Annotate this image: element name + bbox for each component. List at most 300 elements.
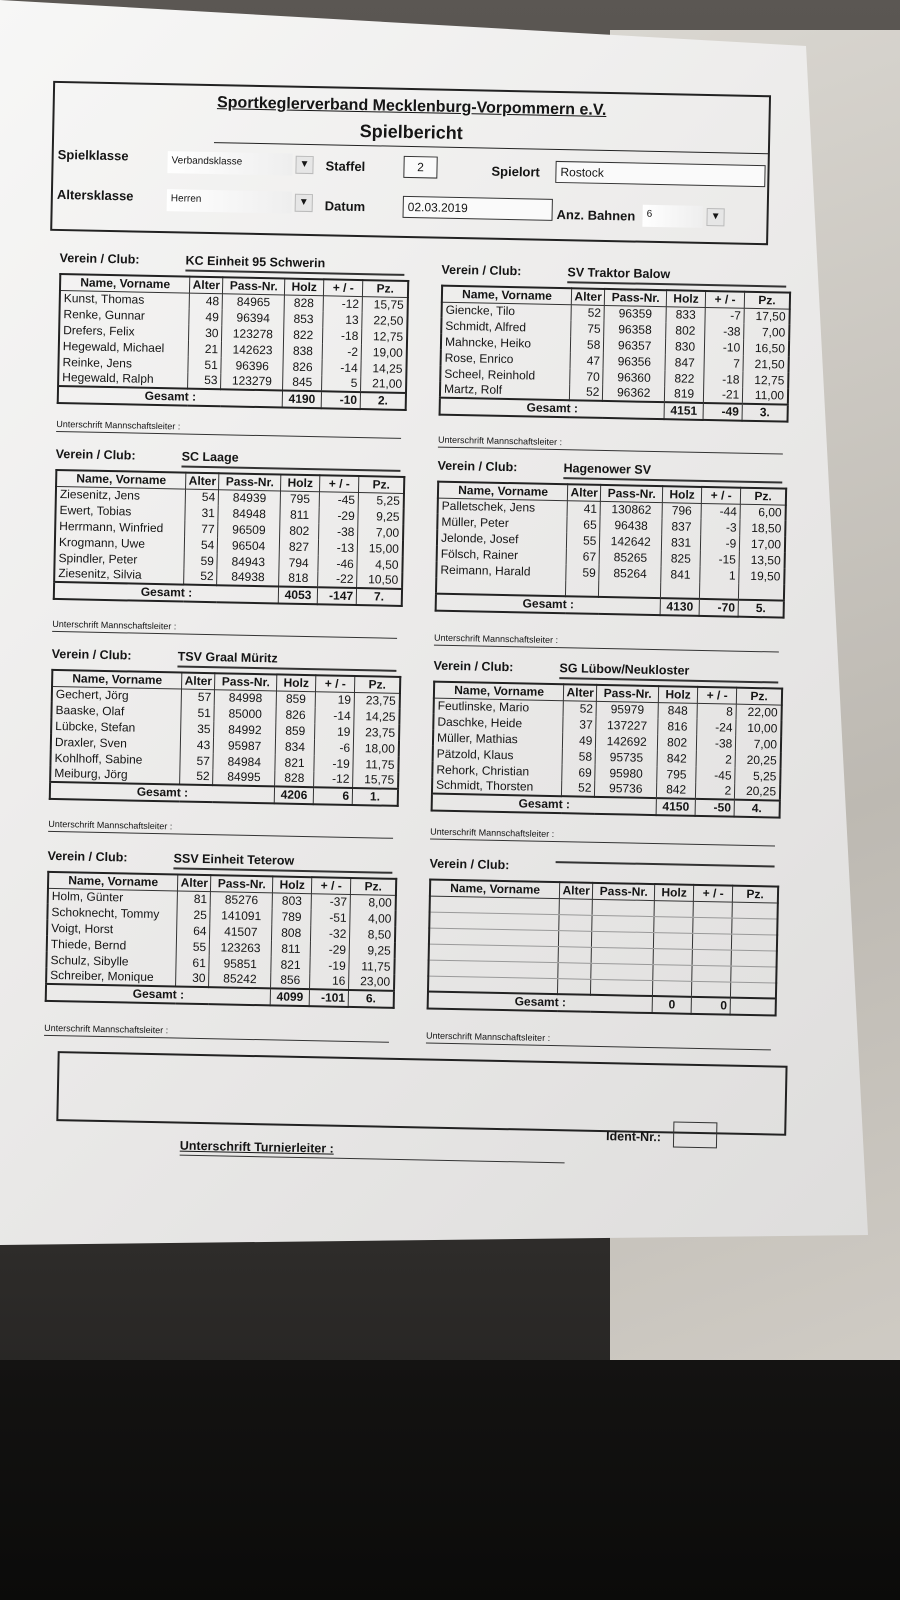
cell-holz[interactable]: 802: [666, 322, 705, 339]
cell-pass[interactable]: 41507: [210, 923, 272, 940]
cell-holz[interactable]: 842: [656, 782, 695, 799]
cell-holz[interactable]: 822: [284, 327, 323, 344]
cell-pz[interactable]: 23,00: [349, 974, 395, 991]
cell-pass[interactable]: 85264: [599, 565, 661, 582]
cell-diff[interactable]: -14: [322, 359, 361, 376]
turnierleiter-signature[interactable]: Unterschrift Turnierleiter :: [180, 1139, 565, 1164]
cell-holz[interactable]: 838: [283, 343, 322, 360]
cell-pass[interactable]: 84995: [213, 769, 275, 786]
cell-name[interactable]: Holm, Günter: [48, 888, 178, 907]
cell-holz[interactable]: 796: [662, 502, 701, 519]
cell-pz[interactable]: 17,50: [744, 308, 790, 325]
cell-holz[interactable]: 811: [280, 506, 319, 523]
cell-alter[interactable]: 61: [176, 954, 210, 971]
cell-diff[interactable]: 19: [315, 691, 354, 708]
signature-line[interactable]: Unterschrift Mannschaftsleiter :: [426, 1031, 771, 1051]
cell-pz[interactable]: [732, 902, 778, 919]
cell-diff[interactable]: -10: [704, 339, 743, 356]
cell-holz[interactable]: 837: [662, 518, 701, 535]
cell-pz[interactable]: 4,50: [357, 556, 403, 573]
cell-name[interactable]: Palletschek, Jens: [438, 498, 568, 517]
cell-name[interactable]: Rehork, Christian: [432, 762, 562, 781]
cell-diff[interactable]: -29: [310, 941, 349, 958]
cell-name[interactable]: Müller, Peter: [437, 514, 567, 533]
cell-alter[interactable]: 69: [562, 764, 596, 781]
cell-diff[interactable]: -12: [314, 771, 353, 788]
cell-diff[interactable]: -37: [311, 893, 350, 910]
cell-pz[interactable]: 11,75: [349, 958, 395, 975]
signature-line[interactable]: Unterschrift Mannschaftsleiter :: [48, 819, 393, 839]
cell-pass[interactable]: 96356: [603, 353, 665, 370]
cell-pz[interactable]: 15,75: [353, 772, 399, 789]
cell-diff[interactable]: 16: [310, 973, 349, 990]
cell-diff[interactable]: 19: [315, 723, 354, 740]
cell-name[interactable]: Ziesenitz, Jens: [56, 486, 186, 505]
cell-pass[interactable]: 84992: [214, 721, 276, 738]
cell-pz[interactable]: 12,75: [743, 372, 789, 389]
cell-holz[interactable]: [654, 900, 693, 917]
cell-pz[interactable]: 14,25: [354, 708, 400, 725]
cell-pz[interactable]: 16,50: [744, 340, 790, 357]
cell-alter[interactable]: 30: [189, 325, 223, 342]
cell-name[interactable]: Rose, Enrico: [441, 350, 571, 369]
cell-alter[interactable]: [558, 946, 592, 963]
cell-pass[interactable]: [591, 979, 653, 996]
cell-holz[interactable]: 853: [284, 311, 323, 328]
cell-holz[interactable]: 847: [665, 354, 704, 371]
cell-diff[interactable]: -24: [697, 719, 736, 736]
cell-alter[interactable]: [559, 898, 593, 915]
cell-diff[interactable]: 5: [322, 375, 361, 392]
cell-diff[interactable]: -45: [319, 491, 358, 508]
cell-name[interactable]: Martz, Rolf: [440, 382, 570, 401]
cell-holz[interactable]: [653, 932, 692, 949]
cell-holz[interactable]: 795: [657, 766, 696, 783]
cell-diff[interactable]: -19: [314, 755, 353, 772]
cell-name[interactable]: Krogmann, Uwe: [55, 534, 185, 553]
cell-pass[interactable]: 84984: [213, 753, 275, 770]
cell-holz[interactable]: 794: [279, 554, 318, 571]
signature-line[interactable]: Unterschrift Mannschaftsleiter :: [438, 435, 783, 455]
club-name[interactable]: [556, 859, 775, 867]
chevron-down-icon[interactable]: ▼: [706, 208, 724, 226]
cell-alter[interactable]: 31: [185, 505, 219, 522]
cell-alter[interactable]: 58: [562, 748, 596, 765]
cell-pass[interactable]: 96362: [603, 385, 665, 402]
cell-holz[interactable]: 803: [272, 892, 311, 909]
cell-diff[interactable]: 13: [323, 311, 362, 328]
cell-holz[interactable]: 848: [658, 702, 697, 719]
cell-holz[interactable]: 802: [657, 734, 696, 751]
cell-name[interactable]: Baaske, Olaf: [51, 702, 181, 721]
cell-name[interactable]: Schoknecht, Tommy: [47, 904, 177, 923]
cell-name[interactable]: Ziesenitz, Silvia: [54, 566, 184, 585]
cell-alter[interactable]: 75: [571, 320, 605, 337]
cell-pass[interactable]: 142642: [600, 533, 662, 550]
cell-pz[interactable]: 5,25: [735, 768, 781, 785]
cell-pz[interactable]: 6,00: [740, 504, 786, 521]
cell-pz[interactable]: [731, 966, 777, 983]
cell-pass[interactable]: 130862: [600, 501, 662, 518]
cell-pz[interactable]: 19,50: [739, 568, 785, 585]
club-name[interactable]: KC Einheit 95 Schwerin: [185, 254, 404, 276]
cell-pass[interactable]: [592, 899, 654, 916]
cell-alter[interactable]: [559, 914, 593, 931]
signature-line[interactable]: Unterschrift Mannschaftsleiter :: [56, 419, 401, 439]
cell-pz[interactable]: 18,00: [353, 740, 399, 757]
cell-pass[interactable]: 96438: [600, 517, 662, 534]
cell-alter[interactable]: 41: [567, 500, 601, 517]
cell-pz[interactable]: 10,50: [357, 572, 403, 589]
club-name[interactable]: Hagenower SV: [563, 461, 782, 483]
cell-diff[interactable]: 7: [704, 355, 743, 372]
cell-name[interactable]: Lübcke, Stefan: [51, 718, 181, 737]
altersklasse-select[interactable]: Herren: [167, 189, 292, 214]
cell-diff[interactable]: [693, 933, 732, 950]
cell-diff[interactable]: -9: [701, 535, 740, 552]
cell-alter[interactable]: [558, 978, 592, 995]
cell-alter[interactable]: 52: [180, 769, 214, 786]
staffel-field[interactable]: 2: [403, 156, 437, 179]
club-name[interactable]: SC Laage: [181, 449, 400, 471]
cell-name[interactable]: Daschke, Heide: [433, 714, 563, 733]
cell-diff[interactable]: -51: [311, 909, 350, 926]
cell-diff[interactable]: -29: [319, 507, 358, 524]
cell-pass[interactable]: 95987: [214, 737, 276, 754]
cell-pz[interactable]: 15,75: [362, 296, 408, 313]
cell-alter[interactable]: 77: [185, 521, 219, 538]
cell-name[interactable]: Renke, Gunnar: [59, 306, 189, 325]
cell-name[interactable]: Schmidt, Thorsten: [432, 778, 562, 797]
cell-pass[interactable]: 84965: [222, 293, 284, 310]
spielklasse-select[interactable]: Verbandsklasse: [167, 151, 292, 176]
cell-pz[interactable]: 20,25: [735, 784, 781, 801]
club-name[interactable]: SSV Einheit Teterow: [173, 851, 392, 873]
cell-name[interactable]: Thiede, Bernd: [47, 936, 177, 955]
cell-diff[interactable]: 1: [700, 567, 739, 584]
cell-alter[interactable]: 55: [567, 532, 601, 549]
cell-holz[interactable]: [653, 980, 692, 997]
cell-name[interactable]: Hegewald, Ralph: [58, 370, 188, 389]
cell-holz[interactable]: 826: [276, 706, 315, 723]
cell-holz[interactable]: 831: [661, 534, 700, 551]
cell-pz[interactable]: [732, 918, 778, 935]
cell-holz[interactable]: 808: [272, 924, 311, 941]
cell-alter[interactable]: 55: [176, 938, 210, 955]
cell-name[interactable]: Spindler, Peter: [54, 550, 184, 569]
cell-pz[interactable]: 23,75: [354, 692, 400, 709]
cell-alter[interactable]: 65: [567, 516, 601, 533]
cell-pz[interactable]: 21,50: [743, 356, 789, 373]
cell-pz[interactable]: 23,75: [354, 724, 400, 741]
cell-diff[interactable]: -15: [700, 551, 739, 568]
cell-name[interactable]: Reimann, Harald: [436, 562, 566, 581]
cell-alter[interactable]: 49: [562, 732, 596, 749]
cell-holz[interactable]: 819: [664, 386, 703, 403]
cell-pass[interactable]: [592, 915, 654, 932]
cell-holz[interactable]: 825: [661, 550, 700, 567]
cell-pass[interactable]: 96360: [603, 369, 665, 386]
cell-name[interactable]: Jelonde, Josef: [437, 530, 567, 549]
cell-pz[interactable]: 22,50: [362, 312, 408, 329]
cell-pz[interactable]: 9,25: [349, 942, 395, 959]
cell-diff[interactable]: -22: [318, 571, 357, 588]
cell-name[interactable]: Schreiber, Monique: [46, 968, 176, 987]
cell-pass[interactable]: 84998: [215, 689, 277, 706]
cell-alter[interactable]: [558, 962, 592, 979]
cell-alter[interactable]: 37: [563, 716, 597, 733]
signature-line[interactable]: Unterschrift Mannschaftsleiter :: [44, 1023, 389, 1043]
cell-diff[interactable]: -38: [697, 735, 736, 752]
cell-diff[interactable]: [693, 917, 732, 934]
cell-name[interactable]: Müller, Mathias: [433, 730, 563, 749]
cell-diff[interactable]: 2: [696, 751, 735, 768]
cell-pass[interactable]: 95980: [595, 765, 657, 782]
cell-pz[interactable]: 11,00: [743, 388, 789, 405]
cell-holz[interactable]: 833: [666, 306, 705, 323]
cell-alter[interactable]: 58: [570, 336, 604, 353]
signature-line[interactable]: Unterschrift Mannschaftsleiter :: [52, 619, 397, 639]
cell-diff[interactable]: -7: [705, 307, 744, 324]
cell-pass[interactable]: 96394: [222, 309, 284, 326]
cell-diff[interactable]: -18: [323, 327, 362, 344]
cell-pz[interactable]: [731, 950, 777, 967]
cell-diff[interactable]: [692, 981, 731, 998]
cell-alter[interactable]: 81: [177, 890, 211, 907]
cell-pass[interactable]: 85276: [210, 891, 272, 908]
cell-alter[interactable]: 51: [188, 357, 222, 374]
cell-holz[interactable]: 821: [275, 754, 314, 771]
cell-pz[interactable]: 14,25: [361, 360, 407, 377]
cell-name[interactable]: Feutlinske, Mario: [434, 698, 564, 717]
cell-pass[interactable]: [591, 947, 653, 964]
cell-pz[interactable]: 11,75: [353, 756, 399, 773]
cell-diff[interactable]: 2: [696, 783, 735, 800]
cell-diff[interactable]: -18: [704, 371, 743, 388]
club-name[interactable]: SV Traktor Balow: [567, 265, 786, 287]
cell-holz[interactable]: [653, 964, 692, 981]
cell-holz[interactable]: 816: [658, 718, 697, 735]
cell-name[interactable]: Reinke, Jens: [58, 354, 188, 373]
cell-name[interactable]: Pätzold, Klaus: [433, 746, 563, 765]
cell-alter[interactable]: 21: [188, 341, 222, 358]
cell-pass[interactable]: 96359: [604, 305, 666, 322]
cell-alter[interactable]: 57: [181, 689, 215, 706]
cell-name[interactable]: Gechert, Jörg: [52, 686, 182, 705]
cell-pz[interactable]: 7,00: [744, 324, 790, 341]
cell-diff[interactable]: -44: [701, 503, 740, 520]
cell-pass[interactable]: 96357: [604, 337, 666, 354]
cell-name[interactable]: Mahncke, Heiko: [441, 334, 571, 353]
chevron-down-icon[interactable]: ▼: [295, 194, 313, 212]
cell-name[interactable]: Meiburg, Jörg: [50, 766, 180, 785]
cell-alter[interactable]: [559, 930, 593, 947]
cell-pz[interactable]: [732, 934, 778, 951]
cell-name[interactable]: Kohlhoff, Sabine: [50, 750, 180, 769]
cell-holz[interactable]: 828: [284, 295, 323, 312]
cell-holz[interactable]: 856: [271, 972, 310, 989]
cell-alter[interactable]: 54: [185, 489, 219, 506]
cell-pass[interactable]: 95736: [595, 781, 657, 798]
cell-pass[interactable]: 95979: [596, 701, 658, 718]
cell-name[interactable]: Voigt, Horst: [47, 920, 177, 939]
cell-alter[interactable]: 57: [180, 753, 214, 770]
cell-pz[interactable]: 13,50: [739, 552, 785, 569]
cell-diff[interactable]: -2: [322, 343, 361, 360]
cell-alter[interactable]: [566, 580, 600, 597]
cell-name[interactable]: Kunst, Thomas: [60, 290, 190, 309]
cell-pz[interactable]: 20,25: [735, 752, 781, 769]
cell-pass[interactable]: 96504: [218, 537, 280, 554]
cell-diff[interactable]: -21: [703, 387, 742, 404]
cell-name[interactable]: Drefers, Felix: [59, 322, 189, 341]
cell-pass[interactable]: [599, 581, 661, 598]
cell-pz[interactable]: 17,00: [740, 536, 786, 553]
cell-pass[interactable]: [592, 931, 654, 948]
cell-holz[interactable]: 802: [280, 522, 319, 539]
cell-alter[interactable]: 59: [184, 553, 218, 570]
cell-pz[interactable]: 12,75: [362, 328, 408, 345]
cell-name[interactable]: Schmidt, Alfred: [441, 318, 571, 337]
cell-name[interactable]: Ewert, Tobias: [55, 502, 185, 521]
cell-diff[interactable]: -13: [318, 539, 357, 556]
cell-pass[interactable]: 84943: [217, 553, 279, 570]
cell-diff[interactable]: -32: [311, 925, 350, 942]
datum-field[interactable]: 02.03.2019: [403, 196, 553, 221]
cell-pass[interactable]: 95851: [209, 955, 271, 972]
cell-alter[interactable]: 70: [570, 368, 604, 385]
ident-field[interactable]: [673, 1121, 718, 1148]
cell-pass[interactable]: 85000: [214, 705, 276, 722]
cell-pz[interactable]: 8,00: [350, 894, 396, 911]
cell-diff[interactable]: [693, 901, 732, 918]
cell-alter[interactable]: 64: [177, 922, 211, 939]
cell-name[interactable]: Schulz, Sibylle: [46, 952, 176, 971]
bahnen-select[interactable]: 6: [642, 205, 702, 228]
cell-alter[interactable]: 52: [571, 304, 605, 321]
cell-pass[interactable]: 137227: [596, 717, 658, 734]
cell-pz[interactable]: [731, 982, 777, 999]
cell-holz[interactable]: 830: [665, 338, 704, 355]
cell-pz[interactable]: 7,00: [358, 524, 404, 541]
cell-diff[interactable]: -46: [318, 555, 357, 572]
cell-pz[interactable]: [739, 584, 785, 601]
cell-alter[interactable]: 59: [566, 564, 600, 581]
cell-alter[interactable]: 52: [562, 780, 596, 797]
cell-alter[interactable]: 25: [177, 906, 211, 923]
club-name[interactable]: SG Lübow/Neukloster: [559, 661, 778, 683]
cell-holz[interactable]: 845: [283, 375, 322, 392]
cell-holz[interactable]: 826: [283, 359, 322, 376]
cell-diff[interactable]: [692, 965, 731, 982]
cell-diff[interactable]: -38: [705, 323, 744, 340]
cell-alter[interactable]: 52: [569, 384, 603, 401]
cell-diff[interactable]: -45: [696, 767, 735, 784]
cell-pass[interactable]: 84939: [219, 489, 281, 506]
cell-pass[interactable]: 95735: [595, 749, 657, 766]
cell-name[interactable]: Herrmann, Winfried: [55, 518, 185, 537]
cell-name[interactable]: Giencke, Tilo: [442, 302, 572, 321]
cell-diff[interactable]: -12: [323, 295, 362, 312]
cell-diff[interactable]: [700, 583, 739, 600]
cell-holz[interactable]: 859: [276, 722, 315, 739]
club-name[interactable]: TSV Graal Müritz: [177, 649, 396, 671]
cell-pass[interactable]: 142623: [222, 341, 284, 358]
cell-pz[interactable]: 22,00: [736, 704, 782, 721]
cell-alter[interactable]: 48: [189, 293, 223, 310]
cell-holz[interactable]: 842: [657, 750, 696, 767]
cell-pz[interactable]: 7,00: [736, 736, 782, 753]
spielort-field[interactable]: Rostock: [555, 161, 765, 187]
cell-pz[interactable]: 9,25: [358, 508, 404, 525]
cell-diff[interactable]: -19: [310, 957, 349, 974]
cell-alter[interactable]: 53: [188, 373, 222, 390]
cell-diff[interactable]: -14: [315, 707, 354, 724]
cell-holz[interactable]: 828: [275, 770, 314, 787]
cell-alter[interactable]: 49: [189, 309, 223, 326]
chevron-down-icon[interactable]: ▼: [295, 156, 313, 174]
cell-pass[interactable]: 123278: [222, 325, 284, 342]
cell-holz[interactable]: 827: [279, 538, 318, 555]
cell-alter[interactable]: 52: [563, 700, 597, 717]
cell-holz[interactable]: 821: [271, 956, 310, 973]
cell-holz[interactable]: [653, 948, 692, 965]
cell-pz[interactable]: 18,50: [740, 520, 786, 537]
cell-pass[interactable]: 85265: [599, 549, 661, 566]
cell-diff[interactable]: -38: [319, 523, 358, 540]
cell-pass[interactable]: 96396: [221, 357, 283, 374]
cell-alter[interactable]: 67: [566, 548, 600, 565]
cell-pass[interactable]: 85242: [209, 971, 271, 988]
cell-holz[interactable]: 841: [661, 566, 700, 583]
cell-alter[interactable]: 35: [181, 721, 215, 738]
cell-diff[interactable]: -3: [701, 519, 740, 536]
cell-pass[interactable]: 96509: [218, 521, 280, 538]
cell-diff[interactable]: [692, 949, 731, 966]
cell-holz[interactable]: 859: [276, 690, 315, 707]
cell-holz[interactable]: [660, 582, 699, 599]
cell-name[interactable]: Fölsch, Rainer: [437, 546, 567, 565]
cell-pz[interactable]: 15,00: [357, 540, 403, 557]
cell-name[interactable]: Draxler, Sven: [51, 734, 181, 753]
cell-name[interactable]: Hegewald, Michael: [59, 338, 189, 357]
cell-holz[interactable]: [654, 916, 693, 933]
cell-pass[interactable]: 141091: [210, 907, 272, 924]
cell-pass[interactable]: 123279: [221, 373, 283, 390]
cell-pass[interactable]: 96358: [604, 321, 666, 338]
cell-holz[interactable]: 795: [280, 490, 319, 507]
cell-name[interactable]: Scheel, Reinhold: [440, 366, 570, 385]
cell-pz[interactable]: 19,00: [361, 344, 407, 361]
cell-pass[interactable]: 123263: [210, 939, 272, 956]
cell-diff[interactable]: -6: [314, 739, 353, 756]
signature-line[interactable]: Unterschrift Mannschaftsleiter :: [430, 827, 775, 847]
cell-pass[interactable]: 84938: [217, 569, 279, 586]
cell-pz[interactable]: 10,00: [736, 720, 782, 737]
cell-holz[interactable]: 834: [275, 738, 314, 755]
cell-holz[interactable]: 822: [665, 370, 704, 387]
cell-pass[interactable]: 142692: [596, 733, 658, 750]
signature-line[interactable]: Unterschrift Mannschaftsleiter :: [434, 633, 779, 653]
cell-pz[interactable]: 21,00: [361, 376, 407, 393]
cell-holz[interactable]: 811: [271, 940, 310, 957]
cell-alter[interactable]: 52: [184, 569, 218, 586]
cell-holz[interactable]: 818: [279, 570, 318, 587]
cell-alter[interactable]: 30: [176, 970, 210, 987]
cell-pz[interactable]: 4,00: [350, 910, 396, 927]
cell-pass[interactable]: [591, 963, 653, 980]
cell-alter[interactable]: 51: [181, 705, 215, 722]
